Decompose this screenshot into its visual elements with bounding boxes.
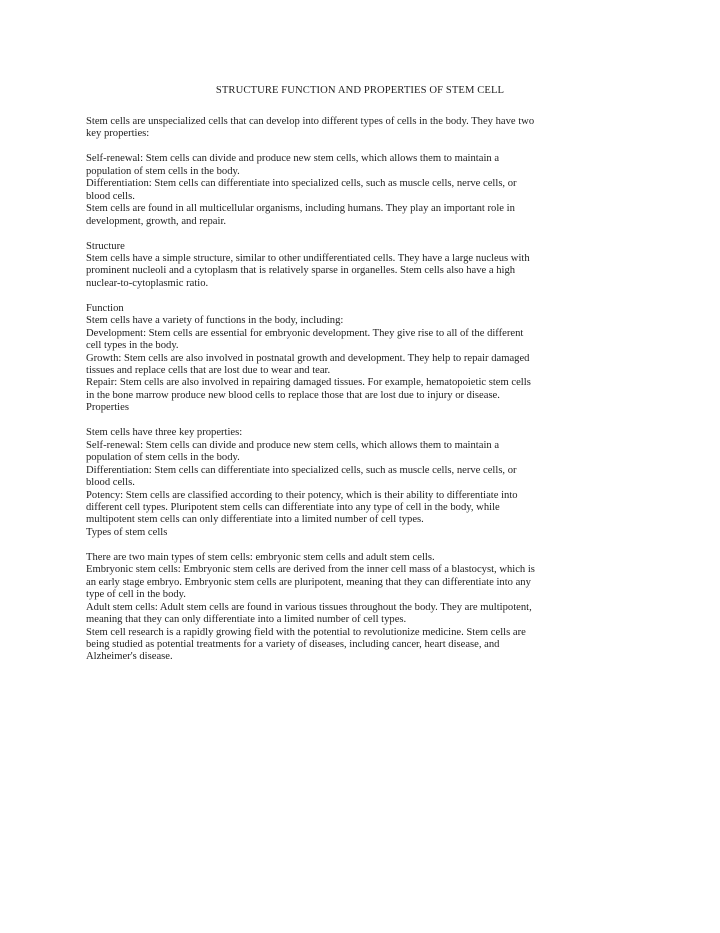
text-line: multipotent stem cells can only differentiate into a limited number of cell types. [86,514,424,526]
text-line: Stem cells have a simple structure, similar to other undifferentiated cells. They have a large nucleus with [86,252,530,264]
document-title: STRUCTURE FUNCTION AND PROPERTIES OF STEM CELL [215,85,505,96]
text-line: Types of stem cells [86,526,168,538]
text-line: Growth: Stem cells are also involved in postnatal growth and development. They help to repair damaged [86,352,530,364]
text-line: Stem cells are found in all multicellular organisms, including humans. They play an important role in [86,203,515,215]
paragraph [86,116,646,141]
text-line: Properties [86,402,129,414]
text-line: cell types in the body. [86,340,179,352]
text-line: nuclear-to-cytoplasmic ratio. [86,277,209,289]
paragraph [86,153,646,228]
document-body [86,116,646,676]
text-line: in the bone marrow produce new blood cells to replace those that are lost due to injury or disease. [86,389,500,401]
text-line: development, growth, and repair. [86,215,227,227]
paragraph [86,427,646,539]
text-line: meaning that they can only differentiate into a limited number of cell types. [86,614,407,626]
text-line: different cell types. Pluripotent stem cells can differentiate into any type of cell in the body, while [86,501,500,513]
paragraph [86,241,646,291]
text-line: There are two main types of stem cells: embryonic stem cells and adult stem cells. [86,551,435,563]
text-line: an early stage embryo. Embryonic stem cells are pluripotent, meaning that they can differentiate into any [86,576,531,588]
text-line: Structure [86,240,125,252]
text-line: blood cells. [86,190,135,202]
text-line: prominent nucleoli and a cytoplasm that is relatively sparse in organelles. Stem cells also have a high [86,265,516,277]
text-line: key properties: [86,128,150,140]
text-line: tissues and replace cells that are lost due to wear and tear. [86,365,331,377]
text-line: Repair: Stem cells are also involved in repairing damaged tissues. For example, hematopoietic stem cells [86,377,531,389]
text-line: Stem cells have three key properties: [86,427,243,439]
text-line: being studied as potential treatments for a variety of diseases, including cancer, heart disease, and [86,638,500,650]
text-line: Differentiation: Stem cells can differentiate into specialized cells, such as muscle cells, nerve cells, or [86,464,517,476]
text-line: Stem cells are unspecialized cells that can develop into different types of cells in the body. They have two [86,116,535,127]
text-line: Potency: Stem cells are classified according to their potency, which is their ability to differentiate into [86,489,518,501]
text-line: Adult stem cells: Adult stem cells are found in various tissues throughout the body. They are multipotent, [86,601,532,613]
text-line: Self-renewal: Stem cells can divide and produce new stem cells, which allows them to maintain a [86,439,500,451]
text-line: Function [86,302,124,314]
text-line: Embryonic stem cells: Embryonic stem cells are derived from the inner cell mass of a blastocyst, which is [86,564,535,576]
text-line: Stem cells have a variety of functions in the body, including: [86,315,344,327]
paragraph [86,552,646,664]
text-line: type of cell in the body. [86,589,186,601]
paragraph [86,303,646,415]
text-line: Self-renewal: Stem cells can divide and produce new stem cells, which allows them to maintain a [86,153,500,165]
text-line: Differentiation: Stem cells can differentiate into specialized cells, such as muscle cells, nerve cells, or [86,178,517,190]
text-line: Stem cell research is a rapidly growing field with the potential to revolutionize medicine. Stem cells are [86,626,526,638]
text-line: blood cells. [86,477,135,489]
text-line: Alzheimer's disease. [86,651,173,663]
text-line: Development: Stem cells are essential for embryonic development. They give rise to all of the different [86,327,524,339]
text-line: population of stem cells in the body. [86,452,240,464]
text-line: population of stem cells in the body. [86,165,240,177]
